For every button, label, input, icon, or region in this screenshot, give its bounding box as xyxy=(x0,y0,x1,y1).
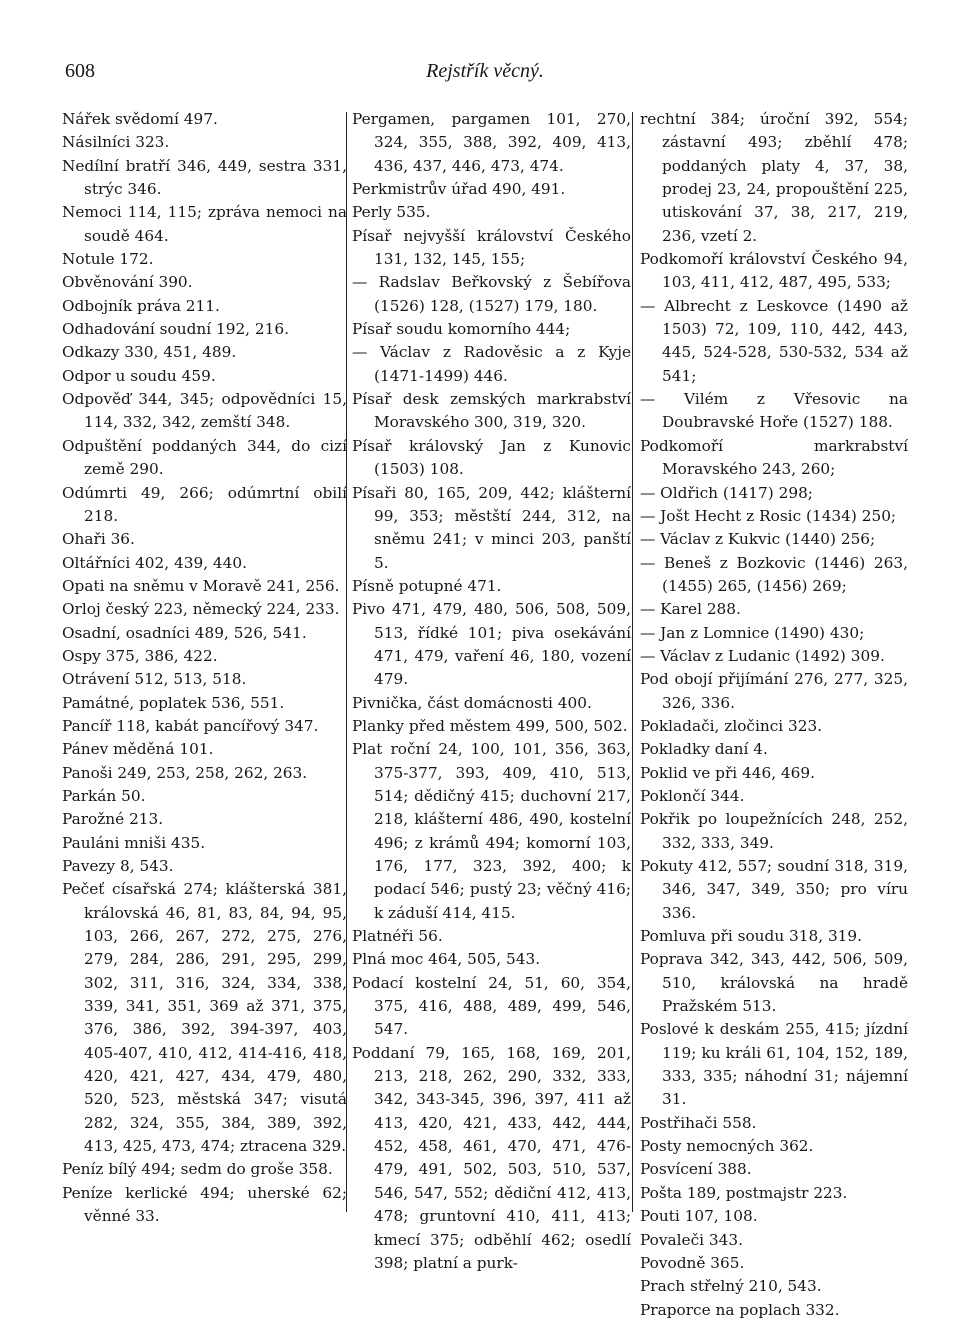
index-entry: Plná moc 464, 505, 543. xyxy=(352,950,541,969)
index-entry: Pošta 189, postmajstr 223. xyxy=(640,1183,848,1202)
index-entry: Poklončí 344. xyxy=(640,786,745,805)
index-entry: Památné, poplatek 536, 551. xyxy=(62,693,285,712)
index-entry: Ospy 375, 386, 422. xyxy=(62,646,218,665)
index-entry: Poprava 342, 343, 442, 506, 509, 510, královská na hradě Pražském 513. xyxy=(640,950,908,1016)
index-entry: Prach střelný 210, 543. xyxy=(640,1277,822,1296)
index-column-1 xyxy=(62,108,347,1229)
index-entry: — Karel 288. xyxy=(640,600,741,619)
index-entry: Parožné 213. xyxy=(62,810,164,829)
index-entry: Pomluva při soudu 318, 319. xyxy=(640,927,863,946)
index-entry: — Václav z Radověsic a z Kyje (1471-1499) 446. xyxy=(352,343,631,385)
index-entry: Písař desk zemských markrabství Moravského 300, 319, 320. xyxy=(352,390,631,432)
index-entry: Pokřik po loupežnících 248, 252, 332, 333, 349. xyxy=(640,810,908,852)
index-entry: Podkomoří markrabství Moravského 243, 260; xyxy=(640,436,908,479)
index-entry: Orloj český 223, německý 224, 233. xyxy=(62,600,340,619)
running-head: Rejstřík věcný. xyxy=(426,60,544,82)
index-entry: Pauláni mniši 435. xyxy=(62,833,206,852)
index-entry: Odhadování soudní 192, 216. xyxy=(62,320,289,339)
index-entry: Písař královský Jan z Kunovic (1503) 108. xyxy=(352,436,631,479)
index-entry: Písař nejvyšší království Českého 131, 132, 145, 155; xyxy=(352,226,631,269)
index-entry: Peníz bílý 494; sedm do groše 358. xyxy=(62,1160,333,1179)
index-entry: Pergamen, pargamen 101, 270, 324, 355, 388, 392, 409, 413, 436, 437, 446, 473, 474. xyxy=(352,110,631,175)
index-entry: Postřihači 558. xyxy=(640,1113,757,1132)
index-entry: Pivnička, část domácnosti 400. xyxy=(352,693,592,712)
index-entry: Praporce na poplach 332. xyxy=(640,1300,840,1319)
index-entry: Odpověď 344, 345; odpovědníci 15, 114, 332, 342, zemští 348. xyxy=(62,390,347,432)
index-entry: Pánev měděná 101. xyxy=(62,740,214,759)
index-entry: Pokladači, zločinci 323. xyxy=(640,716,823,735)
index-entry: Pavezy 8, 543. xyxy=(62,857,174,875)
index-entry: Pokuty 412, 557; soudní 318, 319, 346, 347, 349, 350; pro víru 336. xyxy=(640,857,908,922)
index-entry: Opati na sněmu v Moravě 241, 256. xyxy=(62,576,340,595)
index-entry: Povodně 365. xyxy=(640,1253,745,1272)
index-entry: — Oldřich (1417) 298; xyxy=(640,483,813,502)
index-entry: Odkazy 330, 451, 489. xyxy=(62,343,237,362)
index-entry: Notule 172. xyxy=(62,250,154,269)
index-entry: Osadní, osadníci 489, 526, 541. xyxy=(62,623,307,642)
index-entry: rechtní 384; úroční 392, 554; zástavní 493; zběhlí 478; poddaných platy 4, 37, 38, prodej 23, 24, propouštění 225, utiskování 37, 38, 217, 219, 236, vzetí 2. xyxy=(640,110,908,245)
index-column-2 xyxy=(352,108,631,1275)
index-entry: Pod obojí přijímání 276, 277, 325, 326, 336. xyxy=(640,670,908,712)
index-entry: Pokladky daní 4. xyxy=(640,740,768,759)
index-entry: Posvícení 388. xyxy=(640,1160,752,1179)
index-entry: Obvěnování 390. xyxy=(62,273,193,292)
index-entry: Pečeť císařská 274; klášterská 381, královská 46, 81, 83, 84, 94, 95, 103, 266, 267, 272, 275, 276, 279, 284, 286, 291, 295, 299, 302, 311, 316, 324, 334, 338, 339, 341, 351, 369 až 371, 375, 376, 386, 392, 394-397, 403, 405-407, 410, 412, 414-416, 418, 420, 421, 427, 434, 479, 480, 520, 523, městská 347; visutá 282, 324, 355, 384, 389, 392, 413, 425, 473, 474; ztracena 329. xyxy=(62,880,347,1156)
index-entry: Otrávení 512, 513, 518. xyxy=(62,670,247,689)
index-entry: Pancíř 118, kabát pancířový 347. xyxy=(62,716,319,735)
index-entry: Nářek svědomí 497. xyxy=(62,110,218,128)
index-entry: Pouti 107, 108. xyxy=(640,1207,758,1226)
index-entry: Oltářníci 402, 439, 440. xyxy=(62,553,247,572)
index-entry: — Beneš z Bozkovic (1446) 263, (1455) 265, (1456) 269; xyxy=(640,553,908,595)
index-entry: — Jošt Hecht z Rosic (1434) 250; xyxy=(640,506,897,525)
index-entry: Platnéři 56. xyxy=(352,927,443,946)
index-entry: Písaři 80, 165, 209, 442; klášterní 99, 353; městští 244, 312, na sněmu 241; v minci 203, panští 5. xyxy=(352,483,631,572)
index-entry: Odpor u soudu 459. xyxy=(62,366,216,385)
index-entry: Odúmrti 49, 266; odúmrtní obilí 218. xyxy=(62,483,347,525)
index-entry: Písně potupné 471. xyxy=(352,576,502,595)
column-divider xyxy=(632,112,633,1212)
index-column-3 xyxy=(640,108,908,1322)
page-header xyxy=(65,60,905,88)
index-entry: Parkán 50. xyxy=(62,786,146,805)
index-entry: Nemoci 114, 115; zpráva nemoci na soudě 464. xyxy=(62,203,347,245)
index-entry: — Jan z Lomnice (1490) 430; xyxy=(640,623,865,642)
index-entry: Panoši 249, 253, 258, 262, 263. xyxy=(62,763,308,782)
index-entry: Odpuštění poddaných 344, do cizí země 290. xyxy=(62,436,347,479)
index-entry: Posty nemocných 362. xyxy=(640,1137,814,1156)
index-entry: Násilníci 323. xyxy=(62,133,170,152)
index-entry: Peníze kerlické 494; uherské 62; věnné 33. xyxy=(62,1183,347,1226)
index-entry: Poslové k deskám 255, 415; jízdní 119; ku králi 61, 104, 152, 189, 333, 335; náhodní 31; nájemní 31. xyxy=(640,1020,908,1109)
index-entry: — Václav z Kukvic (1440) 256; xyxy=(640,530,876,549)
index-entry: Odbojník práva 211. xyxy=(62,296,220,315)
index-entry: — Albrecht z Leskovce (1490 až 1503) 72, 109, 110, 442, 443, 445, 524-528, 530-532, 534 až 541; xyxy=(640,296,908,385)
index-entry: Poklid ve při 446, 469. xyxy=(640,763,815,782)
index-entry: Poddaní 79, 165, 168, 169, 201, 213, 218, 262, 290, 332, 333, 342, 343-345, 396, 397, 411 až 413, 420, 421, 433, 442, 444, 452, 458, 461, 470, 471, 476-479, 491, 502, 503, 510, 537, 546, 547, 552; dědiční 412, 413, 478; gruntovní 410, 411, 413; kmecí 375; odběhlí 462; osedlí 398; platní a purk- xyxy=(352,1043,631,1272)
index-entry: Perkmistrův úřad 490, 491. xyxy=(352,180,566,199)
index-entry: — Radslav Beřkovský z Šebířova (1526) 128, (1527) 179, 180. xyxy=(352,273,631,315)
index-entry: Planky před městem 499, 500, 502. xyxy=(352,716,628,735)
index-entry: Podkomoří království Českého 94, 103, 411, 412, 487, 495, 533; xyxy=(640,250,908,292)
index-entry: Povaleči 343. xyxy=(640,1230,743,1249)
index-entry: Plat roční 24, 100, 101, 356, 363, 375-377, 393, 409, 410, 513, 514; dědičný 415; duchovní 217, 218, klášterní 486, 490, kostelní 496; z krámů 494; komorní 103, 176, 177, 323, 392, 400; k podací 546; pustý 23; věčný 416; k záduší 414, 415. xyxy=(352,740,631,922)
index-entry: — Václav z Ludanic (1492) 309. xyxy=(640,646,885,665)
index-entry: Ohaři 36. xyxy=(62,530,135,549)
index-entry: Pivo 471, 479, 480, 506, 508, 509, 513, řídké 101; piva osekávání 471, 479, vaření 46, 180, vození 479. xyxy=(352,600,631,689)
index-entry: — Vilém z Vřesovic na Doubravské Hoře (1527) 188. xyxy=(640,390,908,432)
page-number: 608 xyxy=(65,60,95,82)
index-entry: Nedílní bratří 346, 449, sestra 331, strýc 346. xyxy=(62,156,347,199)
index-entry: Perly 535. xyxy=(352,203,431,222)
index-entry: Písař soudu komorního 444; xyxy=(352,320,571,339)
index-entry: Podací kostelní 24, 51, 60, 354, 375, 416, 488, 489, 499, 546, 547. xyxy=(352,973,631,1039)
